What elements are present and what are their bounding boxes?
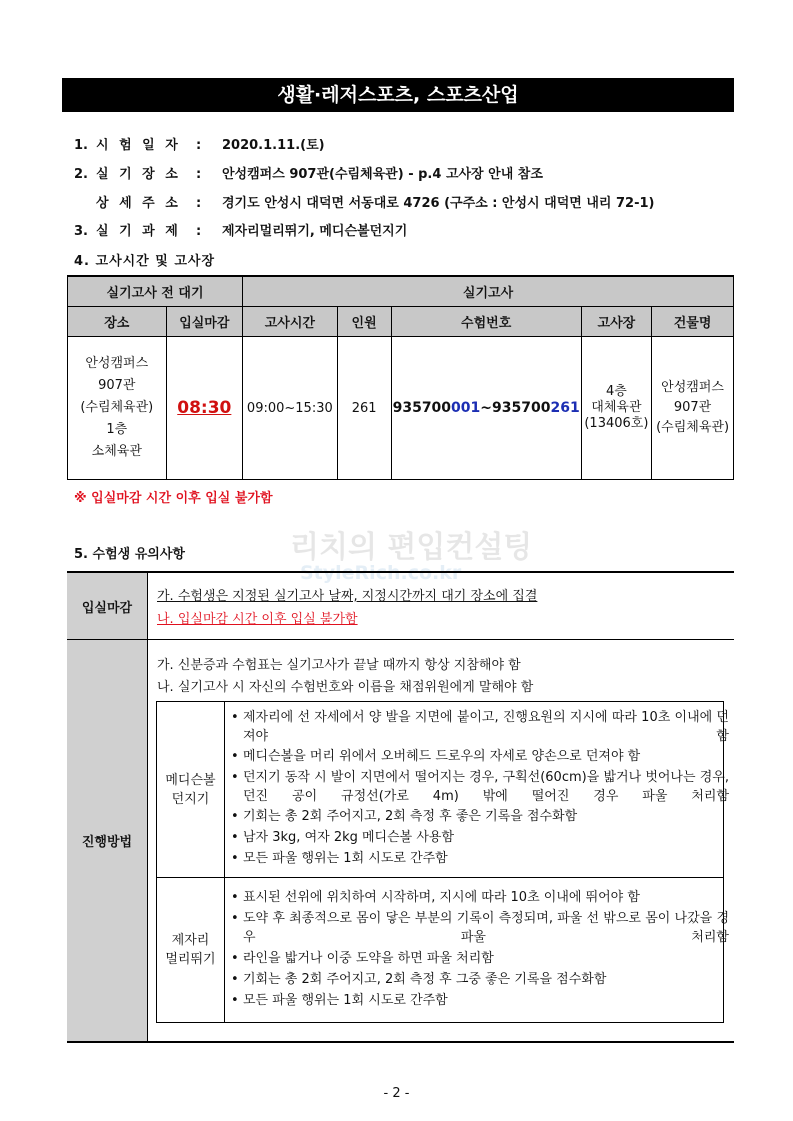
medicine-rule: • 모든 파울 행위는 1회 시도로 간주함: [231, 849, 729, 868]
col-place: 장소: [68, 307, 167, 337]
cell-time: 09:00~15:30: [243, 337, 338, 480]
long-jump-label: 제자리 멀리뛰기: [157, 878, 225, 1022]
entry-note-2: 나. 입실마감 시간 이후 입실 불가함: [157, 612, 358, 627]
long-jump-rule: • 표시된 선위에 위치하여 시작하며, 지시에 따라 10초 이내에 뛰어야 함: [231, 888, 729, 907]
procedure-note-2: 나. 실기고사 시 자신의 수험번호와 이름을 채점위원에게 말해야 함: [157, 680, 534, 695]
col-time: 고사시간: [243, 307, 338, 337]
procedure-note-1: 가. 신분증과 수험표는 실기고사가 끝날 때까지 항상 지참해야 함: [157, 658, 521, 673]
col-exam-number: 수험번호: [391, 307, 581, 337]
entry-label: 입실마감: [67, 573, 148, 639]
header-waiting: 실기고사 전 대기: [68, 276, 243, 307]
cell-place: 안성캠퍼스 907관 (수림체육관) 1층 소체육관: [68, 337, 167, 480]
entry-warning: ※ 입실마감 시간 이후 입실 불가함: [74, 491, 273, 506]
entry-note-1: 가. 수험생은 지정된 실기고사 날짜, 지정시간까지 대기 장소에 집결: [157, 589, 538, 604]
procedure-label: 진행방법: [67, 640, 148, 1041]
long-jump-rule: • 라인을 밟거나 이중 도약을 하면 파울 처리함: [231, 949, 729, 968]
cell-deadline: 08:30: [166, 337, 243, 480]
info-exam-place: 2. 실 기 장 소 : 안성캠퍼스 907관(수림체육관) - p.4 고사장 안내 참조: [74, 167, 543, 182]
page-number: - 2 -: [383, 1086, 410, 1101]
section-4-heading: 4. 고사시간 및 고사장: [74, 254, 216, 269]
col-room: 고사장: [581, 307, 651, 337]
medicine-rule: • 제자리에 선 자세에서 양 발을 지면에 붙이고, 진행요원의 지시에 따라 10초 이내에 던져야 함: [231, 708, 729, 746]
cell-count: 261: [337, 337, 391, 480]
divider: [157, 877, 723, 878]
watermark-url: StyleRich.co.kr: [300, 562, 462, 584]
header-exam: 실기고사: [243, 276, 734, 307]
info-exam-task: 3. 실 기 과 제 : 제자리멀리뛰기, 메디슨볼던지기: [74, 224, 408, 239]
long-jump-rule: • 도약 후 최종적으로 몸이 닿은 부분의 기록이 측정되며, 파울 선 밖으로 몸이 나갔을 경우 파울 처리함: [231, 909, 729, 947]
medicine-rule: • 메디슨볼을 머리 위에서 오버헤드 드로우의 자세로 양손으로 던져야 함: [231, 747, 729, 766]
medicine-rule: • 던지기 동작 시 발이 지면에서 떨어지는 경우, 구획선(60cm)을 밟거나 벗어나는 경우, 던진 공이 규정선(가로 4m) 밖에 떨어진 경우 파울 처리함: [231, 768, 729, 806]
info-exam-date: 1. 시 험 일 자 : 2020.1.11.(토): [74, 138, 325, 153]
col-deadline: 입실마감: [166, 307, 243, 337]
watermark: 리치의 편입컨설팅: [290, 530, 533, 565]
schedule-table: [67, 275, 734, 480]
cell-room: 4층 대체육관 (13406호): [581, 337, 651, 480]
divider: [67, 639, 734, 640]
page-title: 생활·레저스포츠, 스포츠산업: [62, 78, 734, 112]
medicine-rule: • 남자 3kg, 여자 2kg 메디슨볼 사용함: [231, 828, 729, 847]
cell-exam-number: 935700001~935700261: [391, 337, 581, 480]
notes-table: [67, 571, 734, 1043]
col-count: 인원: [337, 307, 391, 337]
col-building: 건물명: [652, 307, 734, 337]
info-address: 상 세 주 소 : 경기도 안성시 대덕면 서동대로 4726 (구주소 : 안성시 대덕면 내리 72-1): [96, 196, 655, 211]
medicine-ball-label: 메디슨볼 던지기: [157, 702, 225, 877]
event-rules-table: [156, 701, 729, 1023]
cell-building: 안성캠퍼스 907관 (수림체육관): [652, 337, 734, 480]
section-5-heading: 5. 수험생 유의사항: [74, 547, 185, 562]
long-jump-rule: • 기회는 총 2회 주어지고, 2회 측정 후 그중 좋은 기록을 점수화함: [231, 970, 729, 989]
medicine-rule: • 기회는 총 2회 주어지고, 2회 측정 후 좋은 기록을 점수화함: [231, 807, 729, 826]
long-jump-rule: • 모든 파울 행위는 1회 시도로 간주함: [231, 991, 729, 1010]
